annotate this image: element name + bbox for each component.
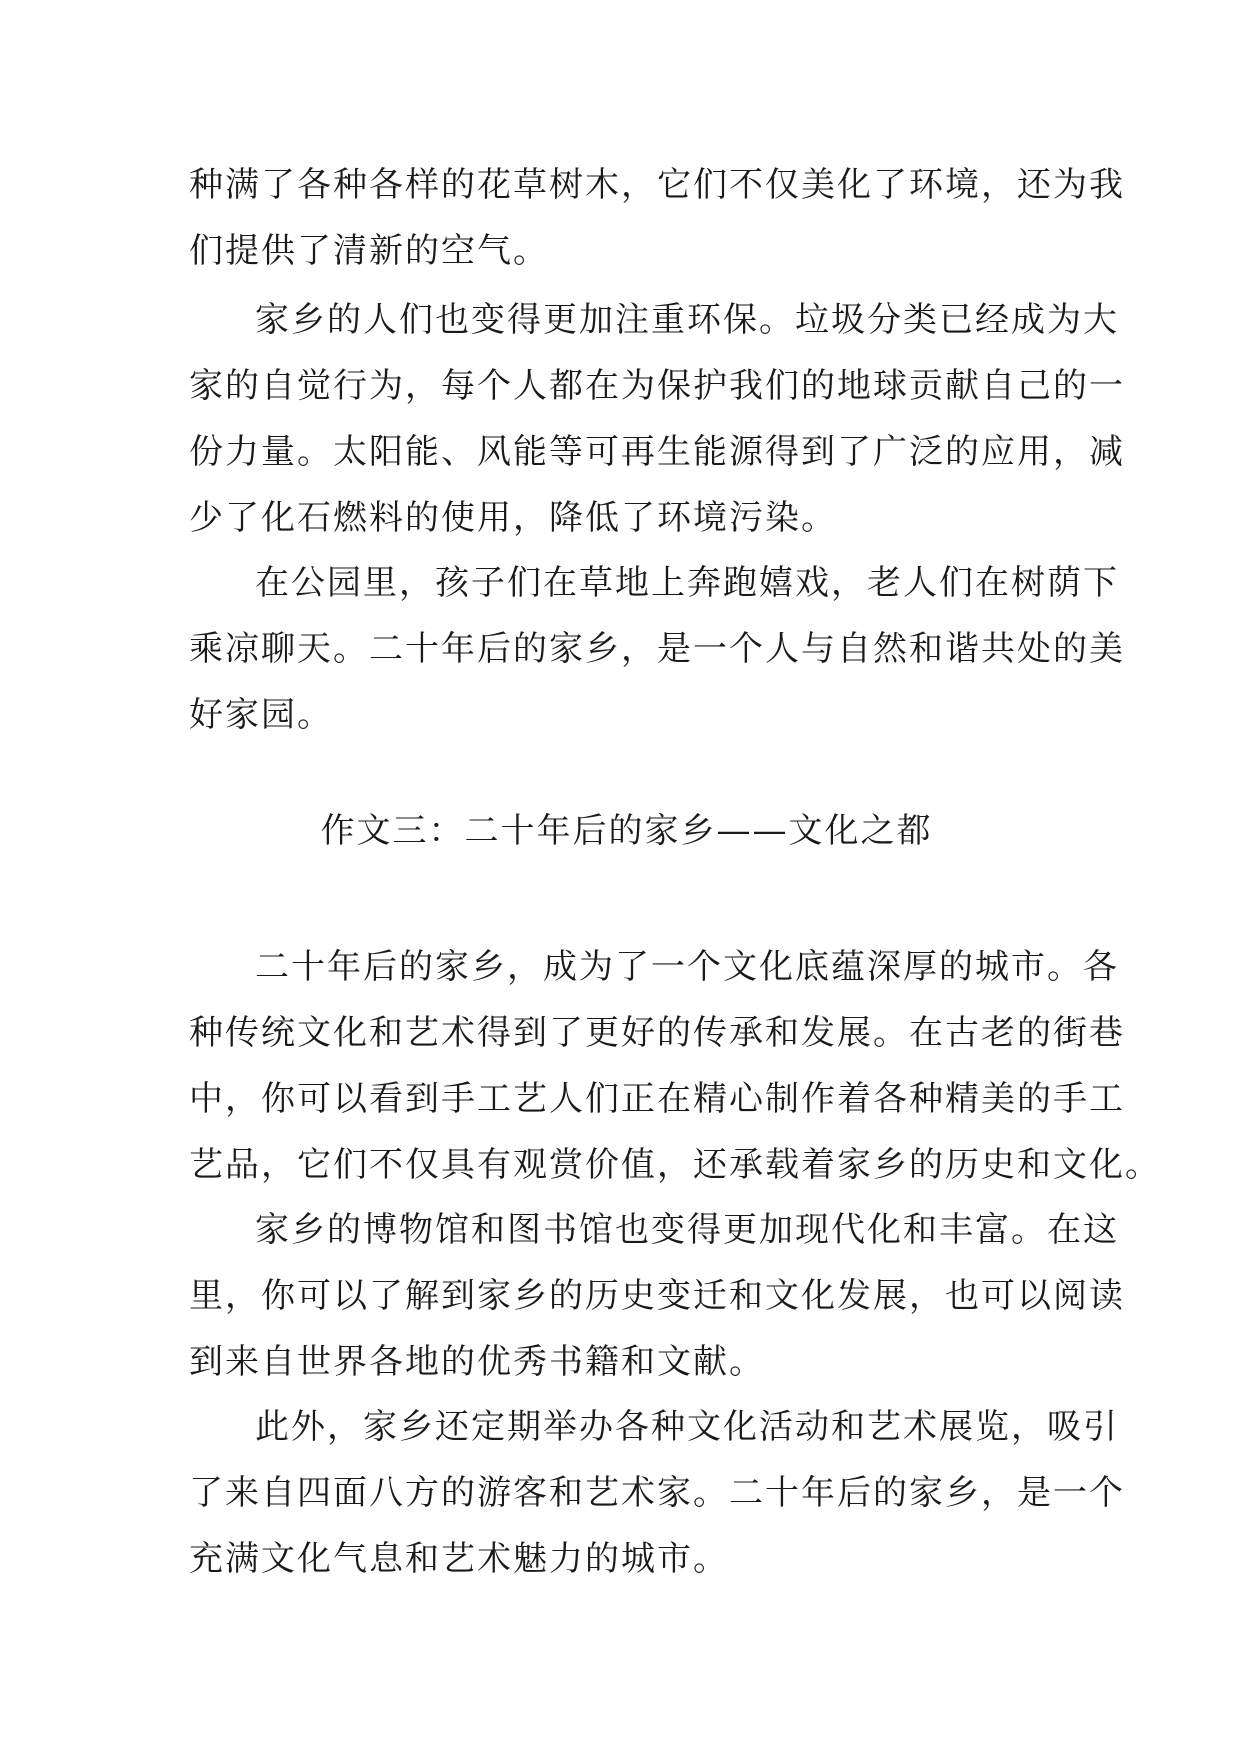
text-line: 艺品，它们不仅具有观赏价值，还承载着家乡的历史和文化。 (189, 1145, 1161, 1185)
text-line: 里，你可以了解到家乡的历史变迁和文化发展，也可以阅读 (189, 1276, 1125, 1316)
paragraph-park (189, 550, 1125, 748)
paragraph-continuation (189, 152, 1125, 284)
text-line: 到来自世界各地的优秀书籍和文献。 (189, 1342, 765, 1382)
paragraph-culture-city (189, 934, 1161, 1198)
text-line: 在公园里，孩子们在草地上奔跑嬉戏，老人们在树荫下 (255, 563, 1119, 603)
text-line: 种传统文化和艺术得到了更好的传承和发展。在古老的街巷 (189, 1013, 1125, 1053)
text-line: 们提供了清新的空气。 (189, 231, 549, 271)
text-line: 二十年后的家乡，成为了一个文化底蕴深厚的城市。各 (255, 947, 1119, 987)
text-line: 好家园。 (189, 695, 333, 735)
text-line: 此外，家乡还定期举办各种文化活动和艺术展览，吸引 (255, 1407, 1119, 1447)
paragraph-environment (189, 287, 1125, 551)
text-line: 家的自觉行为，每个人都在为保护我们的地球贡献自己的一 (189, 366, 1125, 406)
text-line: 中，你可以看到手工艺人们正在精心制作着各种精美的手工 (189, 1079, 1125, 1119)
text-line: 家乡的博物馆和图书馆也变得更加现代化和丰富。在这 (255, 1210, 1119, 1250)
text-line: 充满文化气息和艺术魅力的城市。 (189, 1539, 729, 1579)
essay-title: 作文三：二十年后的家乡——文化之都 (320, 811, 933, 851)
text-line: 少了化石燃料的使用，降低了环境污染。 (189, 498, 837, 538)
text-line: 种满了各种各样的花草树木，它们不仅美化了环境，还为我 (189, 165, 1125, 205)
text-line: 乘凉聊天。二十年后的家乡，是一个人与自然和谐共处的美 (189, 629, 1125, 669)
text-line: 了来自四面八方的游客和艺术家。二十年后的家乡，是一个 (189, 1473, 1125, 1513)
paragraph-museum-library (189, 1197, 1125, 1395)
text-line: 份力量。太阳能、风能等可再生能源得到了广泛的应用，减 (189, 432, 1125, 472)
text-line: 家乡的人们也变得更加注重环保。垃圾分类已经成为大 (255, 300, 1119, 340)
paragraph-activities (189, 1394, 1125, 1592)
